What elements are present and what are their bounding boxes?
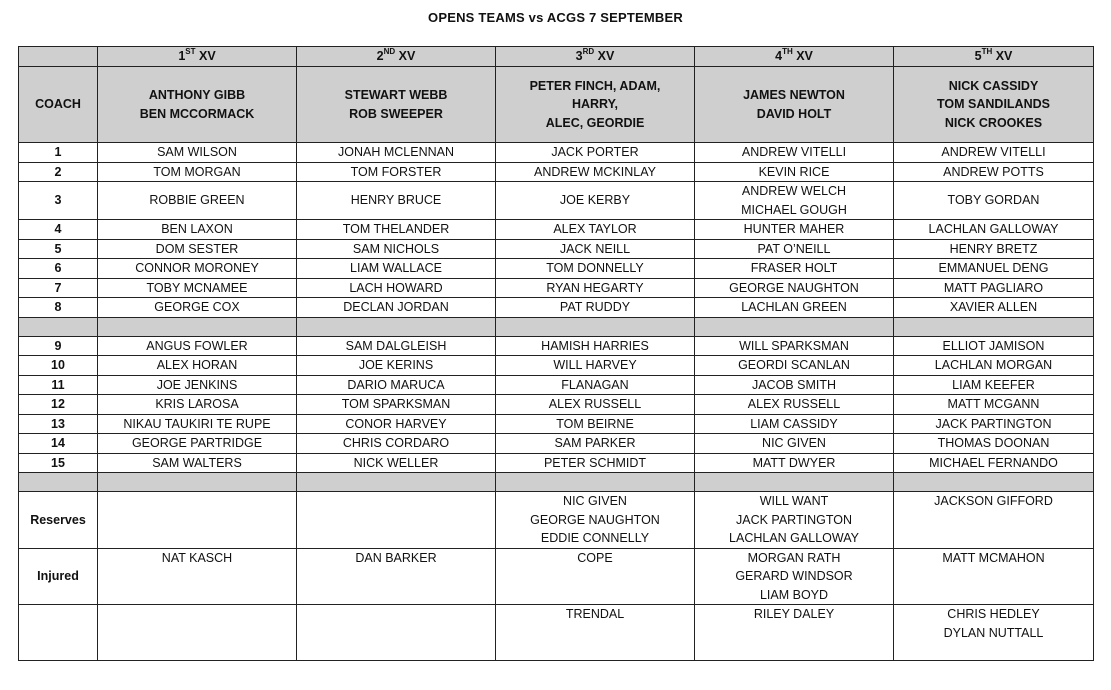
coach-row (19, 67, 1094, 143)
player-cell (894, 239, 1094, 259)
player-cell (695, 356, 894, 376)
player-name-line: TOM FORSTER (350, 164, 442, 179)
player-cell (695, 336, 894, 356)
extra-row (19, 492, 1094, 549)
player-name-line: CONNOR MORONEY (135, 261, 259, 275)
team-heading (98, 47, 297, 67)
position-number: 10 (19, 356, 98, 376)
player-name-line: GEORDI SCANLAN (738, 358, 850, 372)
team-heading-number: 4 (775, 49, 783, 64)
player-cell (695, 395, 894, 415)
player-name-line: LIAM WALLACE (350, 261, 442, 275)
player-row (19, 395, 1094, 415)
player-name-line: ANGUS FOWLER (146, 338, 248, 353)
team-heading-label: XV (195, 49, 216, 64)
team-heading (297, 47, 496, 67)
player-cell (297, 182, 496, 220)
extra-row (19, 605, 1094, 661)
player-cell (894, 356, 1094, 376)
extra-player-cell (98, 548, 297, 605)
extra-player-cell (496, 605, 695, 661)
coach-name-line: ROB SWEEPER (349, 106, 443, 121)
player-cell (98, 182, 297, 220)
player-name-line: WILL WANT (759, 494, 829, 508)
player-row (19, 356, 1094, 376)
separator-cell (98, 317, 297, 336)
player-name-line: JACK PARTINGTON (935, 416, 1052, 431)
separator-cell (894, 473, 1094, 492)
coach-name-line: HARRY, (571, 97, 619, 112)
player-name-line: LIAM BOYD (759, 587, 829, 602)
player-name-line: ANDREW WELCH (741, 184, 847, 198)
player-cell (496, 434, 695, 454)
player-name-line: JACK NEILL (559, 241, 631, 256)
player-name-line: JACOB SMITH (751, 377, 837, 392)
extra-player-cell (98, 492, 297, 549)
player-name-line: DECLAN JORDAN (343, 300, 449, 314)
player-name-line: PAT RUDDY (559, 300, 631, 314)
player-name-line: XAVIER ALLEN (949, 300, 1038, 314)
player-cell (297, 434, 496, 454)
player-name-line: MORGAN RATH (747, 550, 841, 565)
position-number: 13 (19, 414, 98, 434)
player-name-line: SAM PARKER (554, 436, 636, 450)
player-name-line: TRENDAL (565, 607, 625, 621)
player-cell (695, 220, 894, 240)
player-cell (98, 298, 297, 318)
player-name-line: JOE KERBY (559, 193, 631, 208)
position-number: 7 (19, 278, 98, 298)
player-cell (297, 453, 496, 473)
position-number: 1 (19, 143, 98, 163)
player-name-line: DOM SESTER (155, 241, 239, 256)
player-cell (297, 143, 496, 163)
coach-name-line: TOM SANDILANDS (937, 97, 1050, 112)
player-name-line: JONAH MCLENNAN (338, 145, 454, 159)
player-name-line: JOE JENKINS (156, 377, 238, 392)
player-cell (496, 375, 695, 395)
player-name-line: GERARD WINDSOR (735, 569, 853, 583)
player-name-line: MATT PAGLIARO (943, 280, 1044, 295)
player-cell (98, 336, 297, 356)
position-number: 8 (19, 298, 98, 318)
extra-player-cell (496, 492, 695, 549)
player-name-line: ANDREW VITELLI (741, 145, 847, 159)
position-number: 14 (19, 434, 98, 454)
player-name-line: LIAM KEEFER (952, 377, 1035, 392)
team-heading-number: 2 (376, 49, 384, 64)
extra-player-cell (496, 548, 695, 605)
player-cell (894, 220, 1094, 240)
player-cell (297, 259, 496, 279)
separator-cell (695, 473, 894, 492)
player-name-line: NIC GIVEN (762, 436, 826, 450)
player-name-line: ANDREW MCKINLAY (533, 164, 656, 179)
player-cell (894, 395, 1094, 415)
player-name-line: NIC GIVEN (563, 494, 627, 508)
position-number: 9 (19, 336, 98, 356)
player-cell (297, 414, 496, 434)
player-cell (695, 298, 894, 318)
player-cell (496, 220, 695, 240)
player-name-line: JACKSON GIFFORD (934, 494, 1053, 508)
team-sheet-table (18, 46, 1094, 661)
team-heading-label: XV (395, 49, 416, 64)
team-heading-suffix: TH (782, 47, 793, 57)
extra-player-cell (894, 548, 1094, 605)
player-name-line: HENRY BRUCE (350, 193, 442, 208)
player-cell (98, 395, 297, 415)
coach-name-line: ANTHONY GIBB (148, 88, 246, 102)
player-row (19, 143, 1094, 163)
player-name-line: TOM THELANDER (342, 222, 450, 236)
coach-names (894, 67, 1094, 143)
separator-cell (496, 317, 695, 336)
extra-player-cell (297, 605, 496, 661)
player-name-line: FRASER HOLT (750, 261, 838, 275)
player-name-line: ROBBIE GREEN (149, 193, 245, 208)
player-cell (695, 143, 894, 163)
player-name-line: HENRY BRETZ (949, 241, 1038, 256)
coach-name-line: STEWART WEBB (344, 88, 448, 102)
player-name-line: SAM WILSON (157, 145, 237, 159)
player-cell (496, 143, 695, 163)
player-row (19, 298, 1094, 318)
player-name-line: TOM DONNELLY (546, 261, 644, 275)
player-name-line: PETER SCHMIDT (543, 455, 647, 470)
extra-row-label: Injured (19, 548, 98, 605)
player-name-line: ALEX TAYLOR (553, 222, 637, 236)
player-row (19, 434, 1094, 454)
separator-cell (297, 317, 496, 336)
player-row (19, 162, 1094, 182)
extra-player-cell (695, 548, 894, 605)
player-cell (695, 182, 894, 220)
position-number: 2 (19, 162, 98, 182)
player-name-line: COPE (577, 550, 613, 565)
player-name-line: TOBY GORDAN (947, 193, 1040, 208)
player-cell (695, 453, 894, 473)
player-cell (894, 414, 1094, 434)
player-cell (496, 395, 695, 415)
player-name-line: BEN LAXON (161, 222, 233, 236)
separator-cell (894, 317, 1094, 336)
player-name-line: JACK PARTINGTON (736, 512, 852, 527)
extra-player-cell (297, 548, 496, 605)
extra-player-cell (695, 605, 894, 661)
player-cell (894, 143, 1094, 163)
player-name-line: ANDREW VITELLI (941, 145, 1046, 159)
team-heading-label: XV (594, 49, 615, 64)
team-heading-number: 5 (974, 49, 982, 64)
player-name-line: LACHLAN GREEN (741, 300, 847, 314)
player-cell (98, 356, 297, 376)
player-name-line: LIAM CASSIDY (750, 416, 838, 431)
player-row (19, 259, 1094, 279)
player-name-line: JACK PORTER (551, 145, 639, 159)
player-name-line: LACH HOWARD (349, 280, 443, 295)
coach-name-line: DAVID HOLT (756, 106, 832, 121)
player-name-line: JOE KERINS (358, 358, 434, 372)
player-name-line: WILL SPARKSMAN (739, 338, 849, 353)
player-name-line: GEORGE COX (154, 300, 240, 314)
player-name-line: MATT MCGANN (947, 397, 1040, 411)
player-name-line: TOBY MCNAMEE (146, 280, 248, 295)
coach-name-line: JAMES NEWTON (743, 88, 845, 102)
team-heading-suffix: ST (185, 47, 196, 57)
player-cell (297, 356, 496, 376)
player-cell (695, 162, 894, 182)
player-name-line: LACHLAN GALLOWAY (729, 531, 859, 545)
team-heading-label: XV (792, 49, 813, 64)
extra-player-cell (894, 605, 1094, 661)
player-cell (297, 239, 496, 259)
coach-name-line: PETER FINCH, ADAM, (529, 78, 661, 93)
separator-cell (496, 473, 695, 492)
team-heading (695, 47, 894, 67)
player-name-line: KRIS LAROSA (155, 397, 239, 411)
player-cell (695, 375, 894, 395)
team-heading-label: XV (992, 49, 1013, 64)
player-name-line: ELLIOT JAMISON (942, 338, 1045, 353)
player-name-line: HAMISH HARRIES (541, 338, 649, 353)
team-heading-number: 1 (178, 49, 186, 64)
player-name-line: SAM NICHOLS (352, 241, 440, 256)
player-name-line: TOM MORGAN (153, 164, 241, 179)
position-number: 4 (19, 220, 98, 240)
player-cell (496, 182, 695, 220)
coach-names (695, 67, 894, 143)
player-cell (496, 356, 695, 376)
player-name-line: CHRIS CORDARO (342, 436, 450, 450)
player-cell (297, 298, 496, 318)
team-heading-suffix: TH (981, 47, 993, 57)
player-name-line: TOM SPARKSMAN (341, 397, 451, 411)
player-name-line: GEORGE NAUGHTON (530, 512, 660, 527)
position-number: 15 (19, 453, 98, 473)
player-row (19, 239, 1094, 259)
coach-name-line: ALEC, GEORDIE (545, 115, 645, 130)
player-name-line: MATT MCMAHON (942, 550, 1045, 565)
player-cell (695, 278, 894, 298)
player-name-line: MICHAEL GOUGH (741, 202, 847, 217)
player-cell (98, 239, 297, 259)
player-name-line: NICK WELLER (353, 455, 439, 470)
player-cell (894, 336, 1094, 356)
player-cell (894, 434, 1094, 454)
separator-cell (297, 473, 496, 492)
coach-name-line: NICK CROOKES (944, 115, 1043, 130)
player-row (19, 182, 1094, 220)
player-name-line: SAM DALGLEISH (345, 338, 447, 353)
player-name-line: ALEX HORAN (156, 358, 238, 372)
player-name-line: DYLAN NUTTALL (943, 625, 1044, 640)
player-row (19, 278, 1094, 298)
player-cell (98, 434, 297, 454)
extra-row-label (19, 605, 98, 661)
player-cell (297, 278, 496, 298)
player-cell (98, 453, 297, 473)
player-name-line: NIKAU TAUKIRI TE RUPE (123, 416, 271, 431)
player-name-line: EMMANUEL DENG (938, 261, 1049, 275)
player-row (19, 220, 1094, 240)
player-cell (98, 414, 297, 434)
player-name-line: CHRIS HEDLEY (947, 607, 1040, 621)
separator-cell (19, 317, 98, 336)
player-cell (894, 162, 1094, 182)
player-cell (496, 162, 695, 182)
player-cell (98, 259, 297, 279)
extra-player-cell (894, 492, 1094, 549)
player-name-line: EDDIE CONNELLY (540, 531, 650, 545)
extra-player-cell (98, 605, 297, 661)
separator-cell (19, 473, 98, 492)
player-row (19, 453, 1094, 473)
position-number: 3 (19, 182, 98, 220)
player-row (19, 375, 1094, 395)
player-name-line: LACHLAN MORGAN (934, 358, 1053, 372)
player-name-line: SAM WALTERS (152, 455, 242, 470)
player-cell (695, 434, 894, 454)
coach-names (98, 67, 297, 143)
player-cell (894, 182, 1094, 220)
player-cell (695, 259, 894, 279)
player-cell (496, 278, 695, 298)
extra-player-cell (695, 492, 894, 549)
page-title: OPENS TEAMS vs ACGS 7 SEPTEMBER (428, 10, 683, 25)
player-name-line: CONOR HARVEY (345, 416, 447, 431)
player-name-line: RYAN HEGARTY (546, 280, 644, 295)
player-cell (894, 375, 1094, 395)
player-name-line: ALEX RUSSELL (548, 397, 642, 411)
player-name-line: ALEX RUSSELL (747, 397, 841, 411)
coach-label: COACH (19, 67, 98, 143)
player-cell (98, 375, 297, 395)
player-name-line: THOMAS DOONAN (937, 436, 1050, 450)
player-cell (496, 298, 695, 318)
player-name-line: MICHAEL FERNANDO (929, 455, 1058, 470)
team-header-row (19, 47, 1094, 67)
player-name-line: PAT O’NEILL (757, 241, 831, 256)
team-heading-number: 3 (575, 49, 583, 64)
player-cell (496, 239, 695, 259)
player-cell (894, 259, 1094, 279)
player-name-line: DARIO MARUCA (347, 377, 445, 392)
player-name-line: FLANAGAN (561, 377, 629, 392)
player-name-line: KEVIN RICE (758, 164, 830, 179)
header-corner (19, 47, 98, 67)
player-name-line: ANDREW POTTS (943, 164, 1044, 179)
player-name-line: GEORGE PARTRIDGE (131, 436, 263, 450)
separator-row (19, 473, 1094, 492)
player-cell (98, 220, 297, 240)
player-cell (894, 453, 1094, 473)
player-name-line: MATT DWYER (752, 455, 836, 470)
player-cell (297, 220, 496, 240)
coach-names (496, 67, 695, 143)
position-number: 6 (19, 259, 98, 279)
player-name-line: RILEY DALEY (753, 607, 835, 621)
player-cell (297, 375, 496, 395)
separator-row (19, 317, 1094, 336)
player-name-line: NAT KASCH (161, 550, 233, 565)
coach-names (297, 67, 496, 143)
position-number: 11 (19, 375, 98, 395)
player-cell (894, 278, 1094, 298)
team-heading-suffix: ND (383, 47, 396, 57)
position-number: 5 (19, 239, 98, 259)
player-cell (98, 162, 297, 182)
player-name-line: HUNTER MAHER (743, 222, 845, 236)
separator-cell (98, 473, 297, 492)
player-name-line: LACHLAN GALLOWAY (928, 222, 1059, 236)
coach-name-line: BEN MCCORMACK (139, 106, 255, 121)
player-cell (496, 414, 695, 434)
player-name-line: WILL HARVEY (553, 358, 637, 372)
player-cell (297, 162, 496, 182)
player-cell (297, 336, 496, 356)
player-cell (695, 239, 894, 259)
player-cell (894, 298, 1094, 318)
player-cell (496, 336, 695, 356)
separator-cell (695, 317, 894, 336)
player-cell (98, 278, 297, 298)
extra-row (19, 548, 1094, 605)
player-row (19, 336, 1094, 356)
player-name-line: TOM BEIRNE (556, 416, 634, 431)
player-cell (496, 453, 695, 473)
position-number: 12 (19, 395, 98, 415)
player-row (19, 414, 1094, 434)
player-name-line: DAN BARKER (355, 550, 437, 565)
team-heading (496, 47, 695, 67)
extra-player-cell (297, 492, 496, 549)
extra-row-label: Reserves (19, 492, 98, 549)
player-name-line: GEORGE NAUGHTON (729, 280, 859, 295)
player-cell (496, 259, 695, 279)
team-heading-suffix: RD (582, 47, 595, 57)
player-cell (98, 143, 297, 163)
player-cell (297, 395, 496, 415)
team-heading (894, 47, 1094, 67)
coach-name-line: NICK CASSIDY (948, 78, 1039, 93)
player-cell (695, 414, 894, 434)
